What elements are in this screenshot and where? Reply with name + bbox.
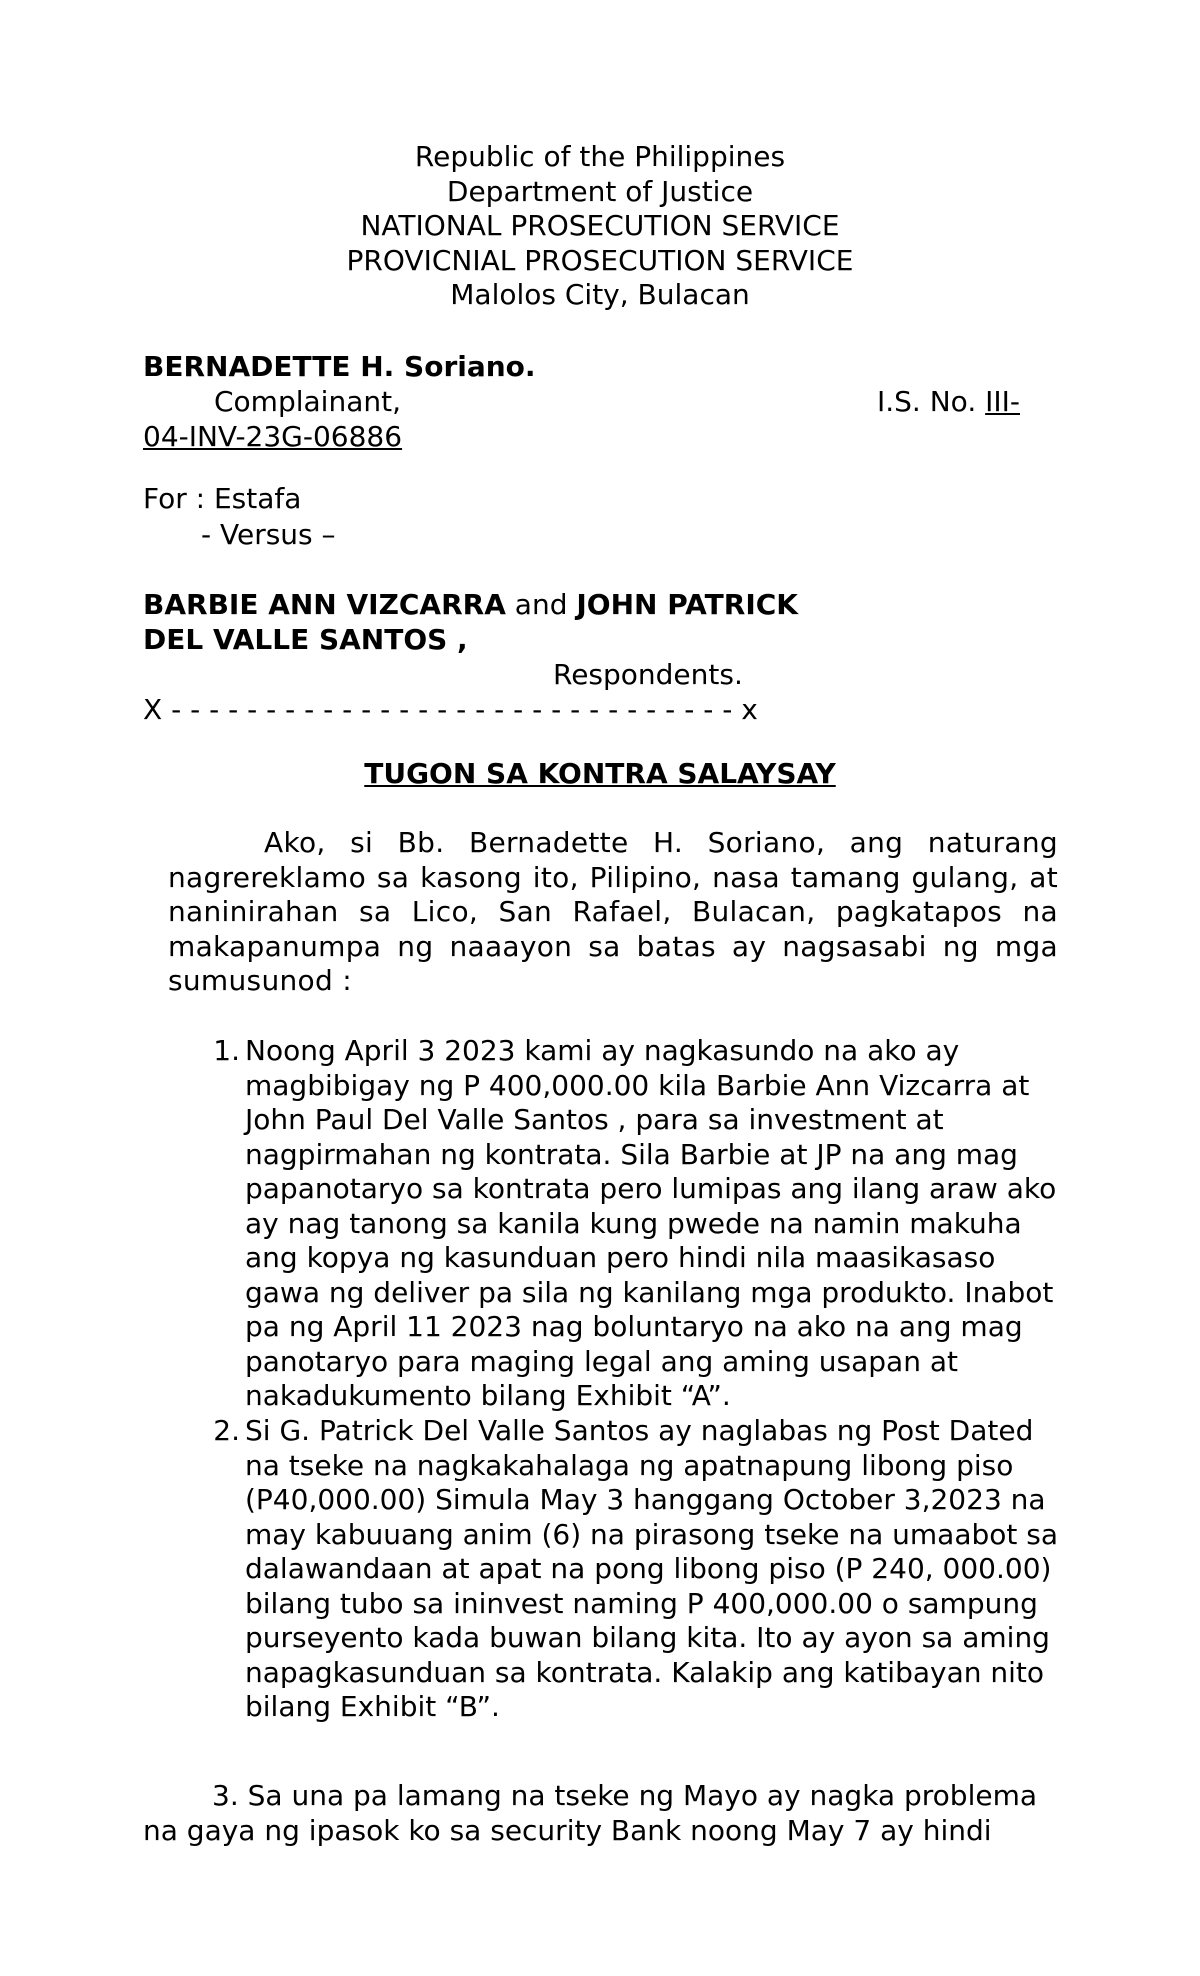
list-item-number: 2.	[213, 1414, 240, 1447]
complainant-name: BERNADETTE H. Soriano.	[143, 350, 536, 383]
complainant-role: Complainant,	[214, 385, 401, 418]
list-item-line: magbibigay ng P 400,000.00 kila Barbie Ann Vizcarra at	[245, 1068, 1030, 1102]
case-number-part1: III-	[985, 385, 1021, 418]
list-item-line: papanotaryo sa kontrata pero lumipas ang ilang araw ako	[245, 1172, 1057, 1205]
list-item-line: may kabuuang anim (6) na pirasong tseke na umaabot sa	[245, 1517, 1059, 1551]
list-item-line: dalawandaan at apat na pong libong piso (P 240, 000.00)	[245, 1552, 1052, 1585]
and-word: and	[505, 588, 577, 621]
case-number-part2: 04-INV-23G-06886	[143, 420, 403, 453]
list-item-line: nakadukumento bilang Exhibit “A”.	[245, 1379, 731, 1412]
list-item-line: bilang Exhibit “B”.	[245, 1690, 500, 1723]
list-item-line: napagkasunduan sa kontrata. Kalakip ang katibayan nito	[245, 1655, 1045, 1689]
list-item-number: 1.	[213, 1034, 240, 1067]
list-item-line: bilang tubo sa ininvest naming P 400,000.00 o sampung	[245, 1586, 1038, 1620]
document-title: TUGON SA KONTRA SALAYSAY	[364, 757, 836, 790]
header-location: Malolos City, Bulacan	[450, 278, 750, 311]
list-item-line: ay nag tanong sa kanila kung pwede na namin makuha	[245, 1206, 1022, 1240]
caption-divider: X - - - - - - - - - - - - - - - - - - - - - - - - - - - - - - x	[143, 693, 758, 726]
list-item-line: nagpirmahan ng kontrata. Sila Barbie at JP na ang mag	[245, 1137, 1018, 1171]
list-item-line: ang kopya ng kasunduan pero hindi nila maasikasaso	[245, 1241, 996, 1274]
list-item	[213, 1414, 1060, 1725]
list-item-line: Si G. Patrick Del Valle Santos ay naglabas ng Post Dated	[245, 1414, 1034, 1447]
respondent-2-first: JOHN PATRICK	[576, 588, 798, 621]
list-item-line: purseyento kada buwan bilang kita. Ito ay ayon sa aming	[245, 1621, 1050, 1654]
item-3-line1: 3. Sa una pa lamang na tseke ng Mayo ay nagka problema	[212, 1779, 1038, 1812]
list-item-line: na tseke na nagkakahalaga ng apatnapung libong piso	[245, 1448, 1014, 1482]
intro-paragraph: Ako, si Bb. Bernadette H. Soriano, ang naturang nagrereklamo sa kasong ito, Pilipino, nasa tamang gulang, at naninirahan sa Lico, San Rafael, Bulacan, pagkatapos na makapanumpa ng naaayon sa batas ay nagsasabi ng mga sumusunod :	[168, 826, 1058, 997]
list-item	[213, 1034, 1060, 1414]
list-item-line: panotaryo para maging legal ang aming usapan at	[245, 1344, 959, 1378]
header-republic: Republic of the Philippines	[414, 140, 786, 173]
case-number-prefix: I.S. No.	[877, 385, 986, 418]
document-header	[0, 140, 1200, 313]
list-item-line: gawa ng deliver pa sila ng kanilang mga produkto. Inabot	[245, 1275, 1054, 1309]
respondent-1: BARBIE ANN VIZCARRA	[143, 588, 506, 621]
item-3-line2: na gaya ng ipasok ko sa security Bank noong May 7 ay hindi	[143, 1814, 992, 1847]
list-item-line: Noong April 3 2023 kami ay nagkasundo na ako ay	[245, 1034, 960, 1067]
versus-label: - Versus –	[201, 518, 336, 551]
case-number-label	[877, 385, 1020, 419]
header-national-service: NATIONAL PROSECUTION SERVICE	[360, 209, 840, 242]
respondent-2-last: DEL VALLE SANTOS ,	[143, 623, 468, 656]
list-item-line: John Paul Del Valle Santos , para sa investment at	[245, 1103, 944, 1136]
list-item-line: (P40,000.00) Simula May 3 hanggang October 3,2023 na	[245, 1483, 1046, 1516]
header-department: Department of Justice	[446, 174, 754, 208]
respondents-role: Respondents.	[553, 658, 743, 691]
offense-label: For : Estafa	[143, 482, 302, 515]
list-item-line: pa ng April 11 2023 nag boluntaryo na ako na ang mag	[245, 1310, 1023, 1343]
header-provincial-service: PROVICNIAL PROSECUTION SERVICE	[346, 243, 854, 277]
respondents-line1	[143, 588, 798, 622]
